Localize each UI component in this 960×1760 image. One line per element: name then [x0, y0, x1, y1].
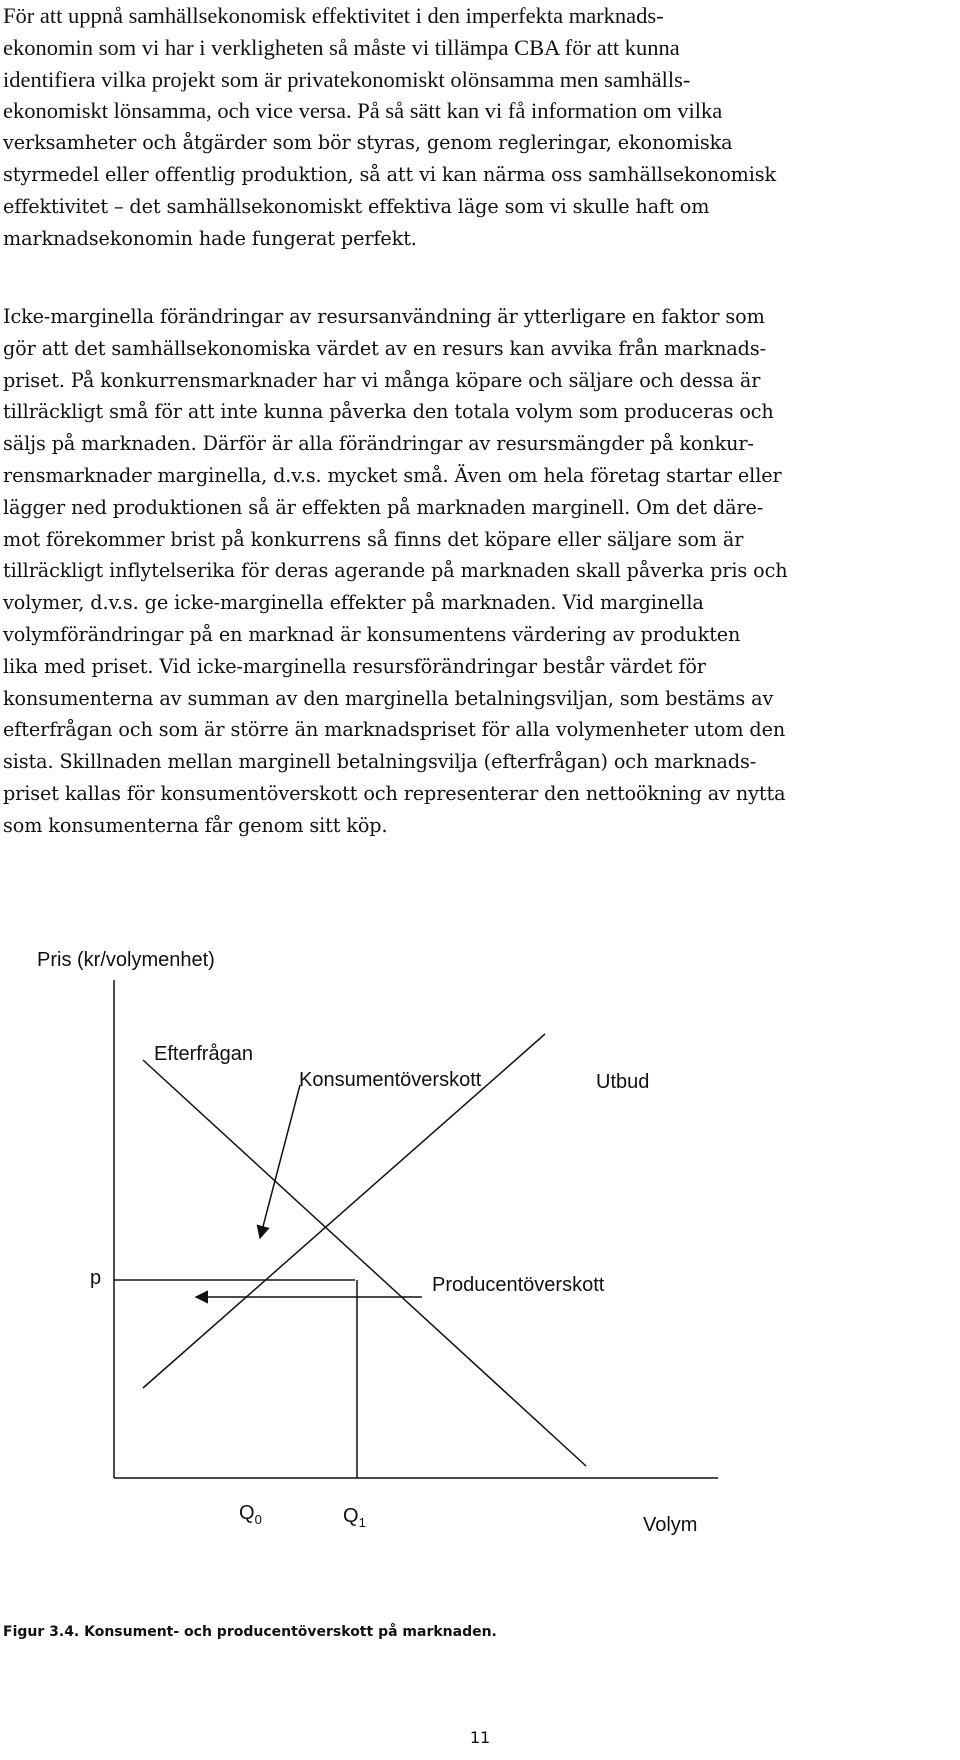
text-line: identifiera vilka projekt som är privatekonomiskt olönsamma men samhälls- [3, 66, 691, 92]
paragraph-2 [3, 301, 948, 842]
paragraph-1 [3, 0, 948, 254]
page-number: 11 [469, 1728, 491, 1747]
text-line: Icke-marginella förändringar av resursanvändning är ytterligare en faktor som [3, 305, 765, 328]
text-line: volymer, d.v.s. ge icke-marginella effekter på marknaden. Vid marginella [3, 591, 704, 615]
text-line: verksamheter och åtgärder som bör styras, genom regleringar, ekonomiska [3, 131, 733, 155]
text-line: effektivitet – det samhällsekonomiskt effektiva läge som vi skulle haft om [3, 194, 710, 218]
consumer-surplus-label: Konsumentöverskott [299, 1069, 482, 1091]
text-line: priset kallas för konsumentöverskott och representerar den nettoökning av nytta [3, 781, 786, 805]
text-line: ekonomiskt lönsamma, och vice versa. På så sätt kan vi få information om vilka [3, 98, 723, 124]
producer-surplus-label: Producentöverskott [432, 1274, 605, 1296]
text-line: ekonomin som vi har i verkligheten så måste vi tillämpa CBA för att kunna [3, 34, 680, 60]
text-line: lägger ned produktionen så är effekten på marknaden marginell. Om det däre- [3, 495, 764, 519]
price-label: p [90, 1267, 102, 1289]
text-line: tillräckligt inflytelserika för deras agerande på marknaden skall påverka pris och [3, 559, 788, 583]
text-line: efterfrågan och som är större än marknadspriset för alla volymenheter utom den [3, 718, 786, 742]
text-line: tillräckligt små för att inte kunna påverka den totala volym som produceras och [3, 400, 774, 424]
text-line: sista. Skillnaden mellan marginell betalningsvilja (efterfrågan) och marknads- [3, 750, 757, 774]
q1-label: $Q_1$ [343, 1505, 366, 1530]
text-line: mot förekommer brist på konkurrens så finns det köpare eller säljare som är [3, 527, 744, 551]
text-line: säljs på marknaden. Därför är alla förändringar av resursmängder på konkur- [3, 432, 754, 456]
figure-caption: Figur 3.4. Konsument- och producentöverskott på marknaden. [3, 1624, 497, 1640]
y-axis-label: Pris (kr/volymenhet) [37, 949, 215, 971]
text-line: priset. På konkurrensmarknader har vi många köpare och säljare och dessa är [3, 368, 761, 392]
supply-label: Utbud [596, 1071, 650, 1093]
text-line: styrmedel eller offentlig produktion, så att vi kan närma oss samhällsekonomisk [3, 162, 777, 186]
text-line: konsumenterna av summan av den marginella betalningsviljan, som bestäms av [3, 686, 774, 710]
q0-label: $Q_0$ [239, 1502, 262, 1527]
text-line: som konsumenterna får genom sitt köp. [3, 813, 388, 837]
text-line: gör att det samhällsekonomiska värdet av en resurs kan avvika från marknads- [3, 336, 766, 360]
consumer-surplus-arrow [260, 1085, 300, 1238]
text-line: volymförändringar på en marknad är konsumentens värdering av produkten [3, 622, 741, 646]
x-axis-label: Volym [643, 1514, 698, 1536]
demand-curve [143, 1060, 586, 1466]
text-line: rensmarknader marginella, d.v.s. mycket små. Även om hela företag startar eller [3, 463, 782, 487]
surplus-diagram [0, 900, 960, 1600]
text-line: För att uppnå samhällsekonomisk effektivitet i den imperfekta marknads- [3, 3, 664, 28]
text-line: marknadsekonomin hade fungerat perfekt. [3, 226, 417, 250]
demand-label: Efterfrågan [154, 1043, 253, 1065]
text-line: lika med priset. Vid icke-marginella resursförändringar består värdet för [3, 654, 706, 678]
